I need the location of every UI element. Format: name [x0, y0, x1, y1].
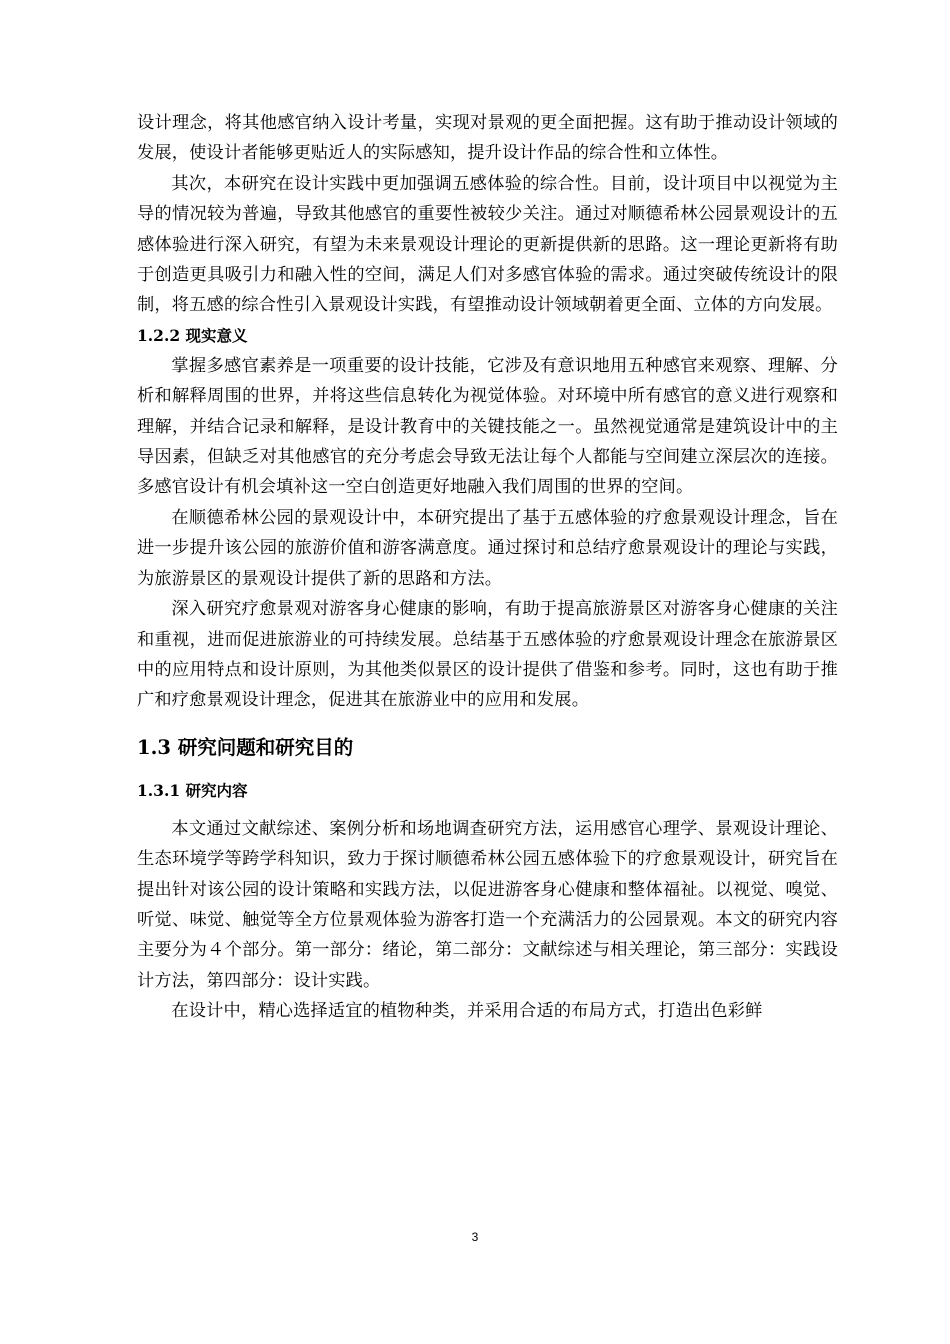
document-body	[137, 108, 838, 1027]
body-paragraph: 掌握多感官素养是一项重要的设计技能，它涉及有意识地用五种感官来观察、理解、分析和解释周围的世界，并将这些信息转化为视觉体验。对环境中所有感官的意义进行观察和理解，并结合记录和解释，是设计教育中的关键技能之一。虽然视觉通常是建筑设计中的主导因素，但缺乏对其他感官的充分考虑会导致无法让每个人都能与空间建立深层次的连接。多感官设计有机会填补这一空白创造更好地融入我们周围的世界的空间。	[137, 355, 838, 498]
section-heading-1-3: 1.3 研究问题和研究目的	[137, 735, 354, 759]
body-paragraph: 其次，本研究在设计实践中更加强调五感体验的综合性。目前，设计项目中以视觉为主导的情况较为普遍，导致其他感官的重要性被较少关注。通过对顺德希林公园景观设计的五感体验进行深入研究，有望为未来景观设计理论的更新提供新的思路。这一理论更新将有助于创造更具吸引力和融入性的空间，满足人们对多感官体验的需求。通过突破传统设计的限制，将五感的综合性引入景观设计实践，有望推动设计领域朝着更全面、立体的方向发展。	[137, 173, 838, 316]
section-heading-1-3-1: 1.3.1 研究内容	[137, 780, 248, 800]
body-paragraph: 设计理念，将其他感官纳入设计考量，实现对景观的更全面把握。这有助于推动设计领域的发展，使设计者能够更贴近人的实际感知，提升设计作品的综合性和立体性。	[137, 113, 838, 164]
body-paragraph: 深入研究疗愈景观对游客身心健康的影响，有助于提高旅游景区对游客身心健康的关注和重视，进而促进旅游业的可持续发展。总结基于五感体验的疗愈景观设计理念在旅游景区中的应用特点和设计原则，为其他类似景区的设计提供了借鉴和参考。同时，这也有助于推广和疗愈景观设计理念，促进其在旅游业中的应用和发展。	[137, 599, 838, 711]
page-number: 3	[471, 1230, 479, 1244]
body-paragraph: 在设计中，精心选择适宜的植物种类，并采用合适的布局方式，打造出色彩鲜	[171, 1001, 763, 1022]
body-paragraph: 本文通过文献综述、案例分析和场地调查研究方法，运用感官心理学、景观设计理论、生态环境学等跨学科知识，致力于探讨顺德希林公园五感体验下的疗愈景观设计，研究旨在提出针对该公园的设计策略和实践方法，以促进游客身心健康和整体福祉。以视觉、嗅觉、听觉、味觉、触觉等全方位景观体验为游客打造一个充满活力的公园景观。本文的研究内容主要分为４个部分。第一部分：绪论，第二部分：文献综述与相关理论，第三部分：实践设计方法，第四部分：设计实践。	[137, 818, 838, 991]
body-paragraph: 在顺德希林公园的景观设计中，本研究提出了基于五感体验的疗愈景观设计理念，旨在进一步提升该公园的旅游价值和游客满意度。通过探讨和总结疗愈景观设计的理论与实践，为旅游景区的景观设计提供了新的思路和方法。	[137, 507, 838, 589]
section-heading-1-2-2: 1.2.2 现实意义	[137, 325, 248, 345]
